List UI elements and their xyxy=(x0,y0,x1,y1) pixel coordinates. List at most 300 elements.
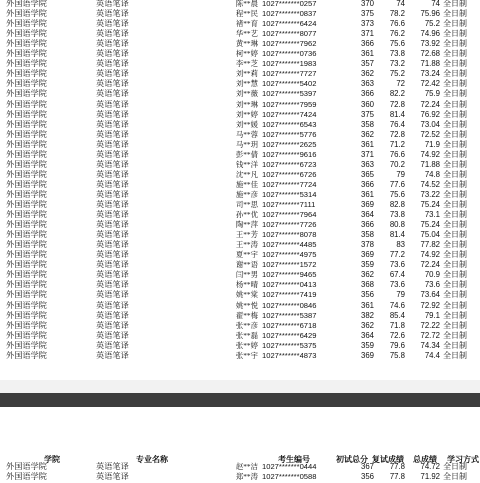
retest-score-cell: 81.4 xyxy=(389,109,405,119)
table-row xyxy=(0,331,480,342)
name-cell: 褚**育 xyxy=(235,19,258,29)
study-mode-cell: 全日制 xyxy=(443,59,467,69)
initial-score-cell: 365 xyxy=(360,169,374,179)
study-mode-cell: 全日制 xyxy=(443,139,467,149)
total-score-cell: 74.52 xyxy=(420,179,440,189)
exam-number-cell: 1027*******7964 xyxy=(262,210,317,220)
name-cell: 华**艺 xyxy=(235,29,258,39)
study-mode-cell: 全日制 xyxy=(443,0,467,8)
exam-number-cell: 1027*******2625 xyxy=(262,139,317,149)
study-mode-cell: 全日制 xyxy=(443,159,467,169)
major-cell: 英语笔译 xyxy=(96,59,129,69)
initial-score-cell: 367 xyxy=(360,462,374,471)
major-cell: 英语笔译 xyxy=(96,330,129,340)
initial-score-cell: 360 xyxy=(360,99,374,109)
college-cell: 外国语学院 xyxy=(6,210,47,220)
name-cell: 陶**萍 xyxy=(235,220,258,230)
major-cell: 英语笔译 xyxy=(96,290,129,300)
retest-score-cell: 82.8 xyxy=(389,200,405,209)
major-cell: 英语笔译 xyxy=(96,472,129,482)
initial-score-cell: 369 xyxy=(360,350,374,360)
retest-score-cell: 72.8 xyxy=(389,129,405,139)
table-row xyxy=(0,170,480,181)
initial-score-cell: 361 xyxy=(360,49,374,59)
total-score-cell: 71.92 xyxy=(420,472,440,482)
initial-score-cell: 364 xyxy=(360,330,374,340)
study-mode-cell: 全日制 xyxy=(443,200,467,209)
header-total-score: 总成绩 xyxy=(413,455,437,464)
name-cell: 张**磊 xyxy=(235,330,258,340)
exam-number-cell: 1027*******0846 xyxy=(262,300,317,310)
name-cell: 黄**琳 xyxy=(235,39,258,49)
initial-score-cell: 357 xyxy=(360,59,374,69)
retest-score-cell: 73.2 xyxy=(389,59,405,69)
exam-number-cell: 1027*******7726 xyxy=(262,220,317,230)
table-row xyxy=(0,29,480,40)
table-row xyxy=(0,39,480,50)
exam-number-cell: 1027*******9465 xyxy=(262,270,317,280)
name-cell: 张**彦 xyxy=(235,320,258,330)
major-cell: 英语笔译 xyxy=(96,462,129,471)
major-cell: 英语笔译 xyxy=(96,99,129,109)
college-cell: 外国语学院 xyxy=(6,129,47,139)
total-score-cell: 73.92 xyxy=(420,39,440,49)
table-row xyxy=(0,311,480,322)
exam-number-cell: 1027*******8078 xyxy=(262,230,317,240)
name-cell: 钱**洋 xyxy=(235,159,258,169)
table-row xyxy=(0,230,480,241)
major-cell: 英语笔译 xyxy=(96,260,129,270)
retest-score-cell: 73.8 xyxy=(389,49,405,59)
initial-score-cell: 362 xyxy=(360,270,374,280)
exam-number-cell: 1027*******0413 xyxy=(262,280,317,290)
total-score-cell: 73.24 xyxy=(420,69,440,79)
retest-score-cell: 74 xyxy=(396,0,405,8)
initial-score-cell: 370 xyxy=(360,0,374,8)
name-cell: 沈**凡 xyxy=(235,169,258,179)
college-cell: 外国语学院 xyxy=(6,19,47,29)
total-score-cell: 73.64 xyxy=(420,290,440,300)
table-row xyxy=(0,321,480,332)
table-row xyxy=(0,150,480,161)
college-cell: 外国语学院 xyxy=(6,149,47,159)
name-cell: 孙**优 xyxy=(235,210,258,220)
total-score-cell: 72.72 xyxy=(420,330,440,340)
college-cell: 外国语学院 xyxy=(6,350,47,360)
table-row xyxy=(0,140,480,151)
initial-score-cell: 358 xyxy=(360,230,374,240)
initial-score-cell: 356 xyxy=(360,472,374,482)
exam-number-cell: 1027*******5776 xyxy=(262,129,317,139)
college-cell: 外国语学院 xyxy=(6,240,47,250)
college-cell: 外国语学院 xyxy=(6,109,47,119)
retest-score-cell: 79 xyxy=(396,290,405,300)
table-row xyxy=(0,280,480,291)
header-study-mode: 学习方式 xyxy=(447,455,479,464)
study-mode-cell: 全日制 xyxy=(443,300,467,310)
total-score-cell: 79.1 xyxy=(424,310,440,320)
study-mode-cell: 全日制 xyxy=(443,109,467,119)
major-cell: 英语笔译 xyxy=(96,79,129,89)
major-cell: 英语笔译 xyxy=(96,0,129,8)
study-mode-cell: 全日制 xyxy=(443,49,467,59)
college-cell: 外国语学院 xyxy=(6,280,47,290)
college-cell: 外国语学院 xyxy=(6,330,47,340)
initial-score-cell: 362 xyxy=(360,69,374,79)
major-cell: 英语笔译 xyxy=(96,169,129,179)
college-cell: 外国语学院 xyxy=(6,189,47,199)
study-mode-cell: 全日制 xyxy=(443,119,467,129)
retest-score-cell: 76.4 xyxy=(389,119,405,129)
retest-score-cell: 75.6 xyxy=(389,189,405,199)
study-mode-cell: 全日制 xyxy=(443,320,467,330)
name-cell: 刘**莉 xyxy=(235,69,258,79)
initial-score-cell: 371 xyxy=(360,29,374,39)
page-gap xyxy=(0,380,480,393)
name-cell: 翟**梅 xyxy=(235,310,258,320)
total-score-cell: 75.2 xyxy=(424,19,440,29)
total-score-cell: 74.4 xyxy=(424,350,440,360)
name-cell: 柯**婷 xyxy=(235,49,258,59)
study-mode-cell: 全日制 xyxy=(443,472,467,482)
major-cell: 英语笔译 xyxy=(96,19,129,29)
total-score-cell: 74.92 xyxy=(420,250,440,260)
exam-number-cell: 1027*******0736 xyxy=(262,49,317,59)
initial-score-cell: 382 xyxy=(360,310,374,320)
total-score-cell: 72.22 xyxy=(420,320,440,330)
college-cell: 外国语学院 xyxy=(6,340,47,350)
college-cell: 外国语学院 xyxy=(6,290,47,300)
retest-score-cell: 85.4 xyxy=(389,310,405,320)
retest-score-cell: 81.4 xyxy=(389,230,405,240)
retest-score-cell: 83 xyxy=(396,240,405,250)
retest-score-cell: 76.2 xyxy=(389,29,405,39)
score-table-page-2 xyxy=(0,407,480,480)
total-score-cell: 75.96 xyxy=(420,9,440,19)
initial-score-cell: 366 xyxy=(360,220,374,230)
retest-score-cell: 82.2 xyxy=(389,89,405,99)
exam-number-cell: 1027*******5397 xyxy=(262,89,317,99)
college-cell: 外国语学院 xyxy=(6,169,47,179)
college-cell: 外国语学院 xyxy=(6,159,47,169)
retest-score-cell: 78.2 xyxy=(389,9,405,19)
study-mode-cell: 全日制 xyxy=(443,169,467,179)
college-cell: 外国语学院 xyxy=(6,9,47,19)
name-cell: 闫**男 xyxy=(235,270,258,280)
study-mode-cell: 全日制 xyxy=(443,350,467,360)
name-cell: 杨**晴 xyxy=(235,280,258,290)
retest-score-cell: 74.6 xyxy=(389,300,405,310)
major-cell: 英语笔译 xyxy=(96,350,129,360)
college-cell: 外国语学院 xyxy=(6,89,47,99)
total-score-cell: 74.92 xyxy=(420,149,440,159)
initial-score-cell: 364 xyxy=(360,210,374,220)
college-cell: 外国语学院 xyxy=(6,300,47,310)
exam-number-cell: 1027*******7727 xyxy=(262,69,317,79)
major-cell: 英语笔译 xyxy=(96,340,129,350)
initial-score-cell: 361 xyxy=(360,139,374,149)
total-score-cell: 72.42 xyxy=(420,79,440,89)
college-cell: 外国语学院 xyxy=(6,179,47,189)
table-row xyxy=(0,110,480,121)
initial-score-cell: 369 xyxy=(360,200,374,209)
retest-score-cell: 79 xyxy=(396,169,405,179)
retest-score-cell: 72.6 xyxy=(389,330,405,340)
exam-number-cell: 1027*******0444 xyxy=(262,462,317,471)
total-score-cell: 76.92 xyxy=(420,109,440,119)
college-cell: 外国语学院 xyxy=(6,79,47,89)
study-mode-cell: 全日制 xyxy=(443,149,467,159)
table-row xyxy=(0,341,480,352)
exam-number-cell: 1027*******6429 xyxy=(262,330,317,340)
major-cell: 英语笔译 xyxy=(96,280,129,290)
major-cell: 英语笔译 xyxy=(96,9,129,19)
exam-number-cell: 1027*******7959 xyxy=(262,99,317,109)
exam-number-cell: 1027*******6424 xyxy=(262,19,317,29)
table-row xyxy=(0,180,480,191)
study-mode-cell: 全日制 xyxy=(443,210,467,220)
initial-score-cell: 362 xyxy=(360,129,374,139)
exam-number-cell: 1027*******4975 xyxy=(262,250,317,260)
name-cell: 陈**晨 xyxy=(235,0,258,8)
page-separator xyxy=(0,393,480,407)
total-score-cell: 75.9 xyxy=(424,89,440,99)
study-mode-cell: 全日制 xyxy=(443,462,467,471)
initial-score-cell: 363 xyxy=(360,79,374,89)
initial-score-cell: 373 xyxy=(360,19,374,29)
name-cell: 司**思 xyxy=(235,200,258,209)
name-cell: 程**民 xyxy=(235,9,258,19)
name-cell: 施**彦 xyxy=(235,189,258,199)
initial-score-cell: 375 xyxy=(360,9,374,19)
retest-score-cell: 77.6 xyxy=(389,179,405,189)
study-mode-cell: 全日制 xyxy=(443,290,467,300)
table-row xyxy=(0,59,480,70)
retest-score-cell: 72 xyxy=(396,79,405,89)
table-row xyxy=(0,260,480,271)
study-mode-cell: 全日制 xyxy=(443,69,467,79)
exam-number-cell: 1027*******5375 xyxy=(262,340,317,350)
total-score-cell: 73.6 xyxy=(424,280,440,290)
total-score-cell: 71.88 xyxy=(420,59,440,69)
study-mode-cell: 全日制 xyxy=(443,310,467,320)
study-mode-cell: 全日制 xyxy=(443,250,467,260)
name-cell: 马**蓉 xyxy=(235,129,258,139)
table-row xyxy=(0,220,480,231)
name-cell: 王**涛 xyxy=(235,240,258,250)
name-cell: 刘**薇 xyxy=(235,89,258,99)
exam-number-cell: 1027*******4485 xyxy=(262,240,317,250)
retest-score-cell: 71.8 xyxy=(389,320,405,330)
major-cell: 英语笔译 xyxy=(96,189,129,199)
total-score-cell: 71.9 xyxy=(424,139,440,149)
table-row xyxy=(0,472,480,483)
name-cell: 李**芝 xyxy=(235,59,258,69)
study-mode-cell: 全日制 xyxy=(443,9,467,19)
exam-number-cell: 1027*******7111 xyxy=(262,200,316,209)
table-row xyxy=(0,160,480,171)
initial-score-cell: 378 xyxy=(360,240,374,250)
retest-score-cell: 67.4 xyxy=(389,270,405,280)
college-cell: 外国语学院 xyxy=(6,39,47,49)
study-mode-cell: 全日制 xyxy=(443,79,467,89)
exam-number-cell: 1027*******7962 xyxy=(262,39,317,49)
study-mode-cell: 全日制 xyxy=(443,330,467,340)
name-cell: 夏**宇 xyxy=(235,250,258,260)
college-cell: 外国语学院 xyxy=(6,260,47,270)
table-row xyxy=(0,130,480,141)
name-cell: 姚**悦 xyxy=(235,300,258,310)
major-cell: 英语笔译 xyxy=(96,220,129,230)
exam-number-cell: 1027*******7424 xyxy=(262,109,317,119)
initial-score-cell: 371 xyxy=(360,149,374,159)
college-cell: 外国语学院 xyxy=(6,320,47,330)
exam-number-cell: 1027*******0837 xyxy=(262,9,317,19)
retest-score-cell: 76.6 xyxy=(389,149,405,159)
retest-score-cell: 77.2 xyxy=(389,250,405,260)
college-cell: 外国语学院 xyxy=(6,0,47,8)
total-score-cell: 73.22 xyxy=(420,189,440,199)
college-cell: 外国语学院 xyxy=(6,119,47,129)
table-row xyxy=(0,49,480,60)
study-mode-cell: 全日制 xyxy=(443,260,467,270)
header-college: 学院 xyxy=(44,455,60,464)
retest-score-cell: 71.2 xyxy=(389,139,405,149)
college-cell: 外国语学院 xyxy=(6,220,47,230)
college-cell: 外国语学院 xyxy=(6,472,47,482)
total-score-cell: 70.9 xyxy=(424,270,440,280)
major-cell: 英语笔译 xyxy=(96,139,129,149)
major-cell: 英语笔译 xyxy=(96,109,129,119)
study-mode-cell: 全日制 xyxy=(443,129,467,139)
major-cell: 英语笔译 xyxy=(96,159,129,169)
total-score-cell: 73.1 xyxy=(424,210,440,220)
exam-number-cell: 1027*******0257 xyxy=(262,0,317,8)
study-mode-cell: 全日制 xyxy=(443,280,467,290)
major-cell: 英语笔译 xyxy=(96,270,129,280)
total-score-cell: 73.04 xyxy=(420,119,440,129)
major-cell: 英语笔译 xyxy=(96,129,129,139)
table-row xyxy=(0,290,480,301)
name-cell: 刘**慧 xyxy=(235,79,258,89)
table-row xyxy=(0,9,480,20)
initial-score-cell: 359 xyxy=(360,260,374,270)
major-cell: 英语笔译 xyxy=(96,119,129,129)
major-cell: 英语笔译 xyxy=(96,49,129,59)
header-retest-score: 复试成绩 xyxy=(372,455,404,464)
initial-score-cell: 368 xyxy=(360,280,374,290)
exam-number-cell: 1027*******8077 xyxy=(262,29,317,39)
exam-number-cell: 1027*******0588 xyxy=(262,472,317,482)
exam-number-cell: 1027*******5402 xyxy=(262,79,317,89)
total-score-cell: 74.72 xyxy=(420,462,440,471)
total-score-cell: 75.24 xyxy=(420,220,440,230)
table-row xyxy=(0,100,480,111)
name-cell: 张**婷 xyxy=(235,340,258,350)
college-cell: 外国语学院 xyxy=(6,310,47,320)
total-score-cell: 72.92 xyxy=(420,300,440,310)
table-row xyxy=(0,19,480,30)
major-cell: 英语笔译 xyxy=(96,149,129,159)
table-row xyxy=(0,462,480,473)
total-score-cell: 72.68 xyxy=(420,49,440,59)
table-row xyxy=(0,79,480,90)
retest-score-cell: 79.6 xyxy=(389,340,405,350)
college-cell: 外国语学院 xyxy=(6,200,47,209)
study-mode-cell: 全日制 xyxy=(443,99,467,109)
retest-score-cell: 73.6 xyxy=(389,260,405,270)
exam-number-cell: 1027*******5387 xyxy=(262,310,317,320)
study-mode-cell: 全日制 xyxy=(443,240,467,250)
name-cell: 姚**棠 xyxy=(235,290,258,300)
header-major: 专业名称 xyxy=(136,455,168,464)
major-cell: 英语笔译 xyxy=(96,230,129,240)
table-row xyxy=(0,190,480,201)
study-mode-cell: 全日制 xyxy=(443,29,467,39)
college-cell: 外国语学院 xyxy=(6,59,47,69)
college-cell: 外国语学院 xyxy=(6,29,47,39)
retest-score-cell: 73.8 xyxy=(389,210,405,220)
initial-score-cell: 359 xyxy=(360,340,374,350)
study-mode-cell: 全日制 xyxy=(443,270,467,280)
total-score-cell: 74.34 xyxy=(420,340,440,350)
retest-score-cell: 72.8 xyxy=(389,99,405,109)
major-cell: 英语笔译 xyxy=(96,320,129,330)
initial-score-cell: 362 xyxy=(360,320,374,330)
major-cell: 英语笔译 xyxy=(96,69,129,79)
college-cell: 外国语学院 xyxy=(6,139,47,149)
initial-score-cell: 363 xyxy=(360,159,374,169)
retest-score-cell: 70.2 xyxy=(389,159,405,169)
major-cell: 英语笔译 xyxy=(96,89,129,99)
retest-score-cell: 76.6 xyxy=(389,19,405,29)
name-cell: 刘**婷 xyxy=(235,109,258,119)
total-score-cell: 74 xyxy=(431,0,440,8)
name-cell: 郑**涛 xyxy=(235,472,258,482)
study-mode-cell: 全日制 xyxy=(443,230,467,240)
table-row xyxy=(0,301,480,312)
major-cell: 英语笔译 xyxy=(96,240,129,250)
name-cell: 谢**语 xyxy=(235,260,258,270)
exam-number-cell: 1027*******6718 xyxy=(262,320,317,330)
total-score-cell: 74.96 xyxy=(420,29,440,39)
study-mode-cell: 全日制 xyxy=(443,19,467,29)
exam-number-cell: 1027*******9616 xyxy=(262,149,317,159)
table-row xyxy=(0,210,480,221)
major-cell: 英语笔译 xyxy=(96,29,129,39)
table-row xyxy=(0,120,480,131)
name-cell: 刘**琳 xyxy=(235,99,258,109)
name-cell: 王**芳 xyxy=(235,230,258,240)
initial-score-cell: 375 xyxy=(360,109,374,119)
initial-score-cell: 369 xyxy=(360,250,374,260)
study-mode-cell: 全日制 xyxy=(443,39,467,49)
initial-score-cell: 361 xyxy=(360,189,374,199)
table-row xyxy=(0,69,480,80)
total-score-cell: 75.04 xyxy=(420,230,440,240)
exam-number-cell: 1027*******6726 xyxy=(262,169,317,179)
college-cell: 外国语学院 xyxy=(6,69,47,79)
name-cell: 马**玥 xyxy=(235,139,258,149)
retest-score-cell: 75.6 xyxy=(389,39,405,49)
retest-score-cell: 80.8 xyxy=(389,220,405,230)
total-score-cell: 71.88 xyxy=(420,159,440,169)
study-mode-cell: 全日制 xyxy=(443,340,467,350)
initial-score-cell: 366 xyxy=(360,39,374,49)
college-cell: 外国语学院 xyxy=(6,49,47,59)
total-score-cell: 72.24 xyxy=(420,260,440,270)
exam-number-cell: 1027*******6723 xyxy=(262,159,317,169)
